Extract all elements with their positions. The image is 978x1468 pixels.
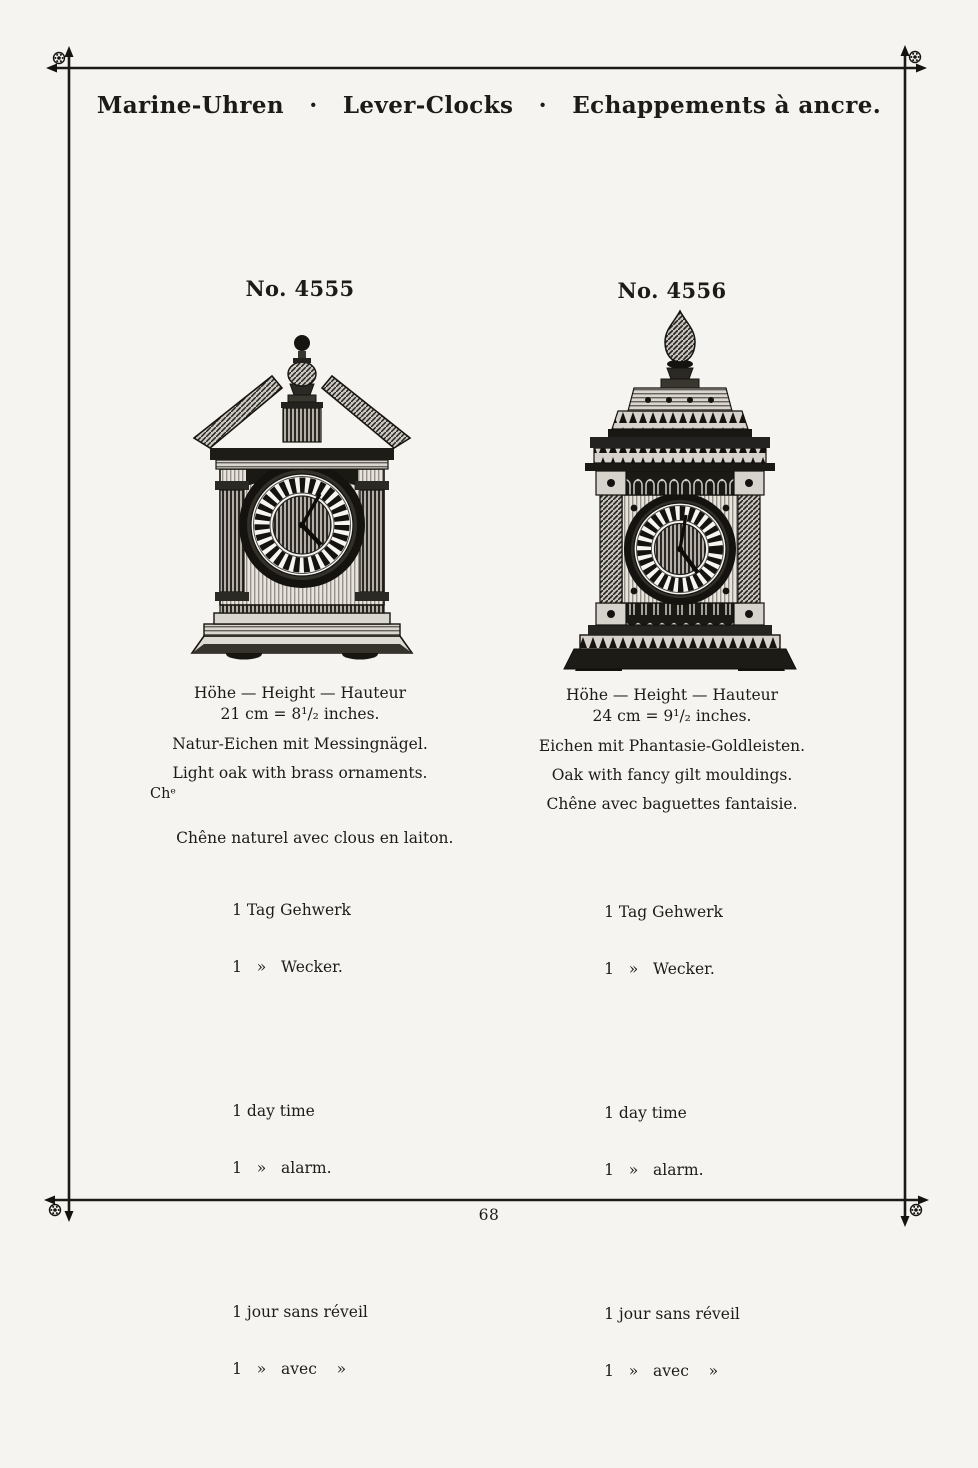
movement-line: 1 day time	[232, 1102, 315, 1120]
spec-group-fr	[604, 1267, 740, 1419]
product-column-4556	[482, 0, 862, 1380]
spec-group-de	[604, 865, 740, 1017]
movement-line: 1 Tag Gehwerk	[232, 901, 351, 919]
movement-specs	[232, 825, 368, 1466]
material-en: Light oak with brass ornaments.	[172, 764, 428, 782]
spec-group-fr	[232, 1265, 368, 1417]
movement-line: 1 jour sans réveil	[604, 1305, 740, 1323]
product-column-4555	[110, 0, 490, 1378]
movement-specs	[604, 827, 740, 1468]
height-label: Höhe — Height — Hauteur	[565, 686, 779, 704]
movement-line: 1 » alarm.	[604, 1161, 704, 1179]
page-number: 68	[478, 1206, 500, 1224]
height-value: 21 cm = 8¹/₂ inches.	[220, 705, 380, 723]
movement-line: 1 Tag Gehwerk	[604, 903, 723, 921]
movement-line: 1 » Wecker.	[232, 958, 343, 976]
product-number: No. 4555	[245, 276, 355, 301]
height-value: 24 cm = 9¹/₂ inches.	[592, 707, 752, 725]
material-fr-text: Chêne naturel avec clous en laiton.	[176, 829, 454, 847]
movement-line: 1 day time	[604, 1104, 687, 1122]
material-de: Natur-Eichen mit Messingnägel.	[172, 735, 428, 753]
movement-line: 1 jour sans réveil	[232, 1303, 368, 1321]
movement-line: 1 » avec »	[604, 1362, 719, 1380]
movement-line: 1 » avec »	[232, 1360, 347, 1378]
material-de: Eichen mit Phantasie-Goldleisten.	[538, 737, 806, 755]
spec-group-en	[604, 1066, 740, 1218]
material-fr: Chêne avec baguettes fantaisie.	[546, 795, 798, 813]
page-title: Marine-Uhren · Lever-Clocks · Echappements à ancre.	[96, 92, 882, 119]
movement-line: 1 » alarm.	[232, 1159, 332, 1177]
movement-line: 1 » Wecker.	[604, 960, 715, 978]
spec-group-de	[232, 863, 368, 1015]
product-number: No. 4556	[617, 278, 727, 303]
material-en: Oak with fancy gilt mouldings.	[551, 766, 793, 784]
height-label: Höhe — Height — Hauteur	[193, 684, 407, 702]
spec-group-en	[232, 1064, 368, 1216]
ghost-print-artifact: Chᵉ	[150, 786, 177, 802]
